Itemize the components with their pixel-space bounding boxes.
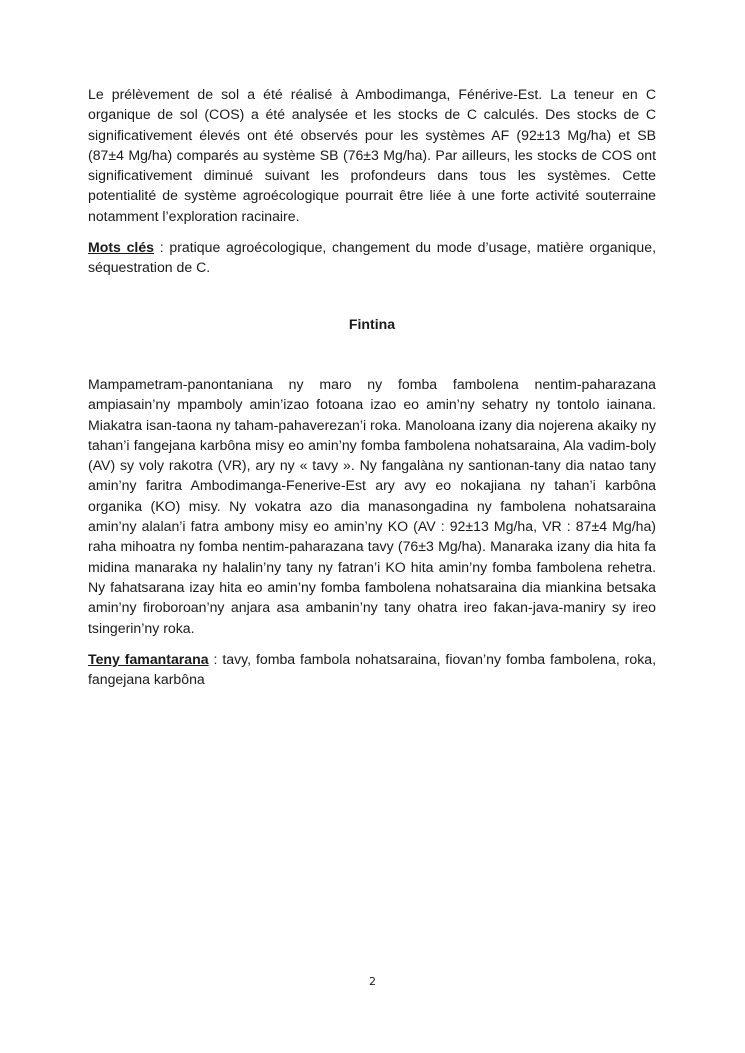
keywords-malagasy-text: tavy, fomba fambola nohatsaraina, fiovan’ny fomba fambolena, roka, fangejana karbôna xyxy=(88,650,657,688)
keywords-french-label: Mots clés xyxy=(88,239,155,256)
keywords-malagasy-label: Teny famantarana xyxy=(88,650,209,667)
keywords-malagasy-separator: : xyxy=(208,650,223,667)
abstract-french: Le prélèvement de sol a été réalisé à Ambodimanga, Fénérive-Est. La teneur en C organique de sol (COS) a été analysée et les stocks de C calculés. Des stocks de C significativement élevés ont été observés pour les systèmes AF (92±13 Mg/ha) et SB (87±4 Mg/ha) comparés au système SB (76±3 Mg/ha). Par ailleurs, les stocks de COS ont significativement diminué suivant les profondeurs dans tous les systèmes. Cette potentialité de système agroécologique pourrait être liée à une forte activité souterraine notamment l’exploration racinaire. xyxy=(88,86,656,224)
abstract-malagasy: Mampametram-panontaniana ny maro ny fomba fambolena nentim-paharazana ampiasain’ny mpamboly amin’izao fotoana izao eo amin’ny sehatry ny tontolo iainana. Miakatra isan-taona ny taham-pahaverezan’i roka. Manoloana izany dia nojerena akaiky ny tahan’i fangejana karbôna misy eo amin’ny fomba fambolena nohatsaraina, Ala vadim-boly (AV) sy voly rakotra (VR), ary ny « tavy ». Ny fangalàna ny santionan-tany dia natao tany amin’ny faritra Ambodimanga-Fenerive-Est ary avy eo nokajiana ny tahan’i karbôna organika (KO) misy. Ny vokatra azo dia manasongadina ny fambolena nohatsaraina amin’ny alalan’i fatra ambony misy eo amin’ny KO (AV : 92±13 Mg/ha, VR : 87±4 Mg/ha) raha mihoatra ny fomba nentim-paharazana tavy (76±3 Mg/ha). Manaraka izany dia hita fa midina manaraka ny halalin’ny tany ny fatran’i KO hita amin’ny fomba fambolena rehetra. Ny fahatsarana izay hita eo amin’ny fomba fambolena nohatsaraina dia miankina betsaka amin’ny firoboroan’ny anjara asa ambanin’ny tany ohatra ireo fakan-java-maniry sy ireo tsingerin’ny roka. xyxy=(88,375,656,636)
document-page xyxy=(88,84,656,689)
keywords-malagasy xyxy=(88,649,656,690)
section-title: Fintina xyxy=(348,315,396,332)
keywords-french-separator: : xyxy=(154,239,170,256)
keywords-french xyxy=(88,237,656,278)
keywords-french-text: pratique agroécologique, changement du mode d’usage, matière organique, séquestration de C. xyxy=(88,239,656,276)
page-number: 2 xyxy=(369,975,376,988)
